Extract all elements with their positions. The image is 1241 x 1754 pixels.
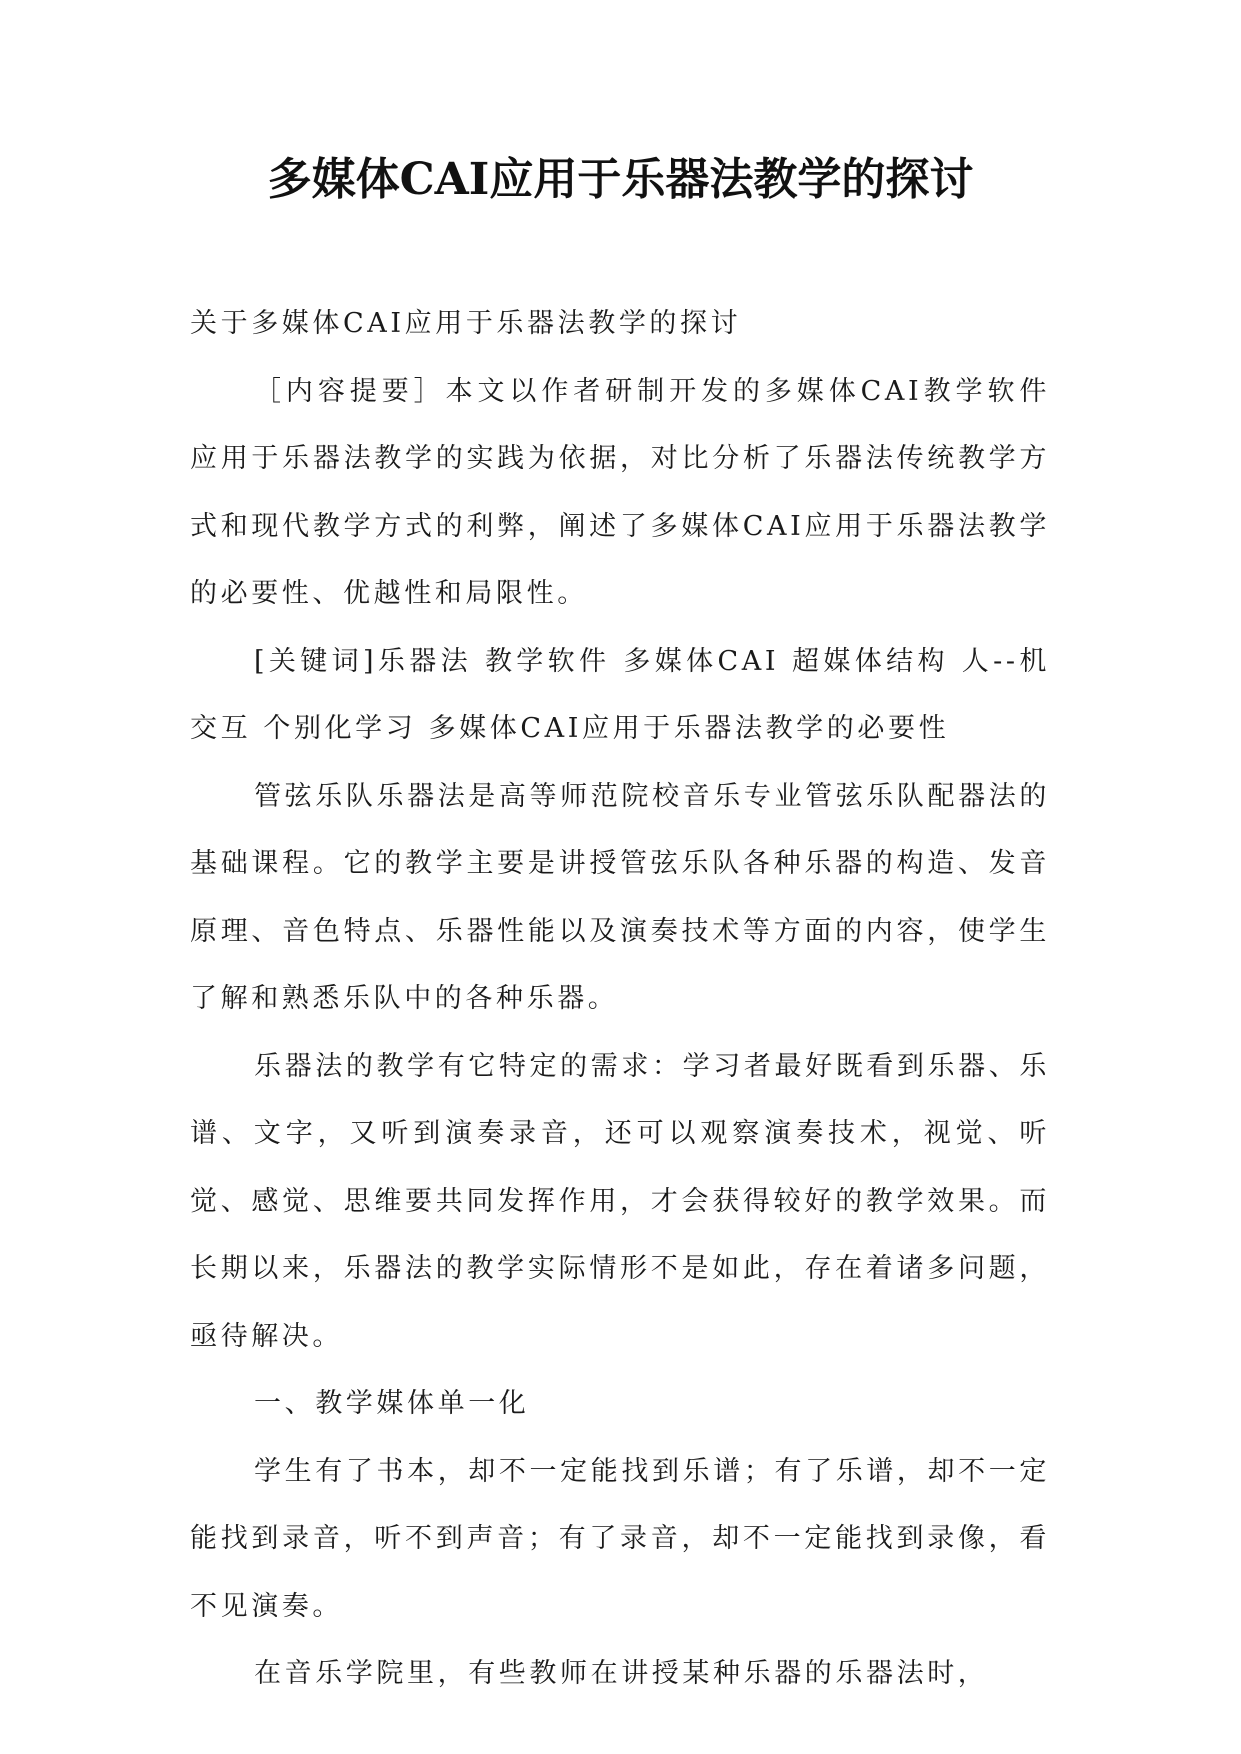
document-title: 多媒体CAI应用于乐器法教学的探讨 [267, 154, 974, 205]
paragraph: 管弦乐队乐器法是高等师范院校音乐专业管弦乐队配器法的基础课程。它的教学主要是讲授管弦乐队各种乐器的构造、发音原理、音色特点、乐器性能以及演奏技术等方面的内容，使学生了解和熟悉乐队中的各种乐器。 [190, 780, 1050, 1014]
section-heading: 一、教学媒体单一化 [254, 1388, 530, 1419]
paragraph-heading: 关于多媒体CAI应用于乐器法教学的探讨 [190, 308, 742, 339]
document-body [190, 290, 1050, 1708]
paragraph: 学生有了书本，却不一定能找到乐谱；有了乐谱，却不一定能找到录音，听不到声音；有了录音，却不一定能找到录像，看不见演奏。 [190, 1455, 1050, 1622]
paragraph-keywords: [关键词]乐器法 教学软件 多媒体CAI 超媒体结构 人--机交互 个别化学习 多媒体CAI应用于乐器法教学的必要性 [190, 645, 1050, 744]
paragraph: 在音乐学院里，有些教师在讲授某种乐器的乐器法时， [254, 1658, 989, 1689]
paragraph: 乐器法的教学有它特定的需求：学习者最好既看到乐器、乐谱、文字，又听到演奏录音，还可以观察演奏技术，视觉、听觉、感觉、思维要共同发挥作用，才会获得较好的教学效果。而长期以来，乐器法的教学实际情形不是如此，存在着诸多问题，亟待解决。 [190, 1050, 1050, 1352]
paragraph-abstract: ［内容提要］本文以作者研制开发的多媒体CAI教学软件应用于乐器法教学的实践为依据，对比分析了乐器法传统教学方式和现代教学方式的利弊，阐述了多媒体CAI应用于乐器法教学的必要性、优越性和局限性。 [190, 375, 1050, 609]
